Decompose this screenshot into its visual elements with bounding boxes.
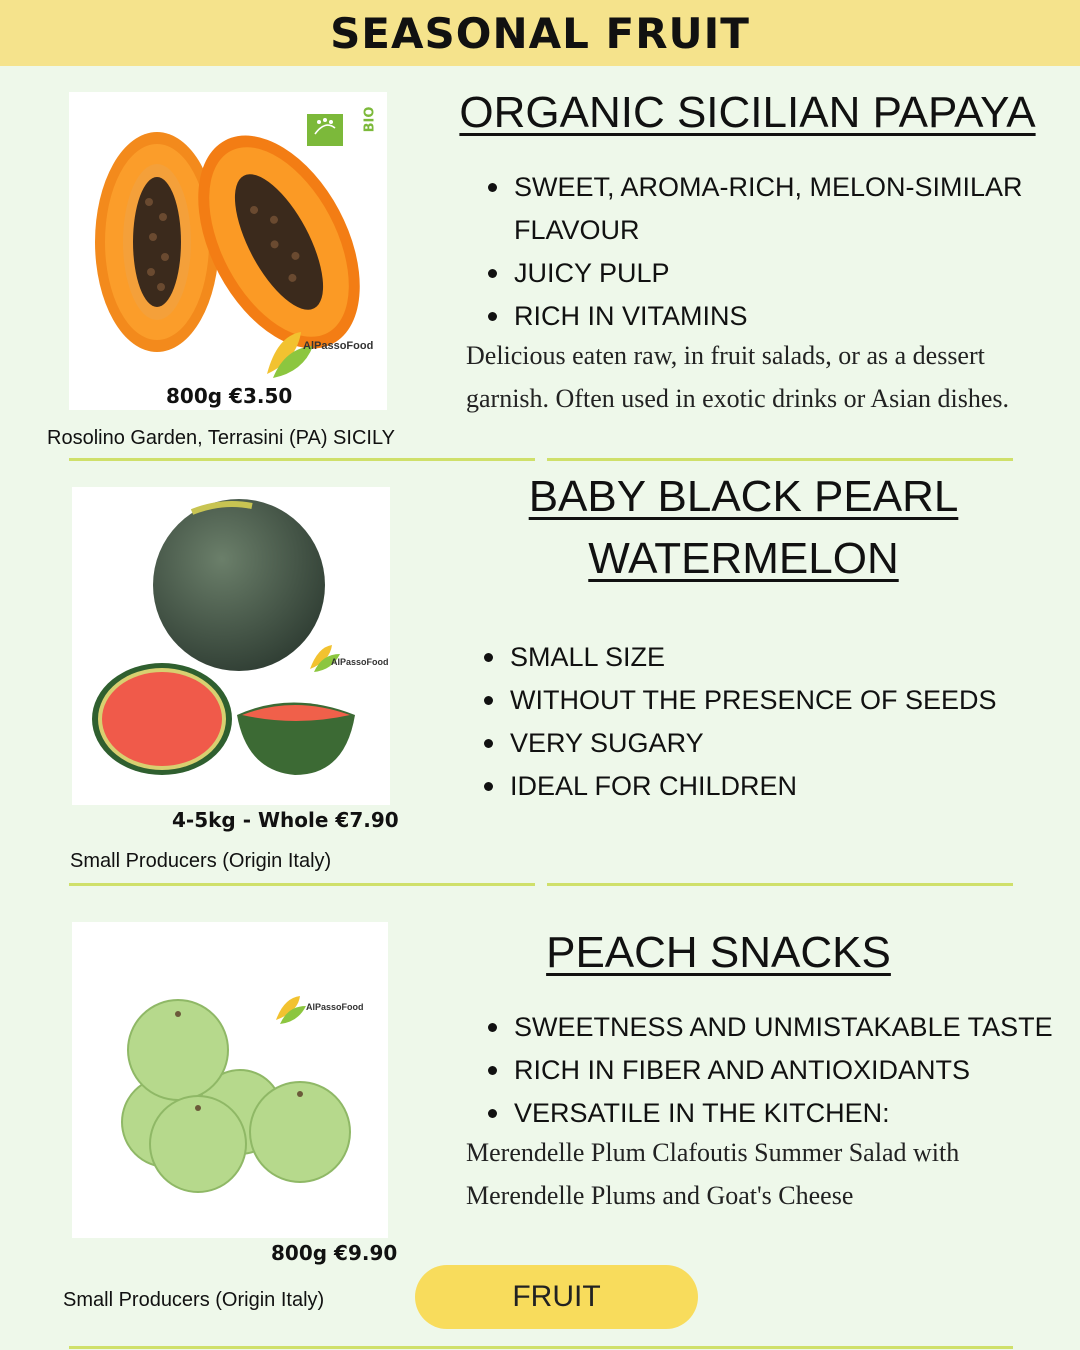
peach-description: Merendelle Plum Clafoutis Summer Salad with Merendelle Plums and Goat's Cheese (466, 1138, 960, 1210)
feature-item: SWEETNESS AND UNMISTAKABLE TASTE (514, 1006, 1080, 1049)
peach-title: PEACH SNACKS (546, 928, 891, 977)
papaya-price: 800g €3.50 (166, 384, 293, 408)
watermelon-image (72, 487, 390, 805)
brand-label: AlPassoFood (303, 340, 374, 352)
feature-item: RICH IN FIBER AND ANTIOXIDANTS (514, 1049, 1080, 1092)
watermelon-photo (72, 487, 390, 805)
papaya-title: ORGANIC SICILIAN PAPAYA (459, 88, 1036, 137)
peach-origin: Small Producers (Origin Italy) (63, 1289, 325, 1311)
page-header (0, 0, 1080, 66)
papaya-image (69, 92, 387, 410)
feature-item: WITHOUT THE PRESENCE OF SEEDS (510, 679, 1070, 722)
feature-item: IDEAL FOR CHILDREN (510, 765, 1070, 808)
watermelon-title: BABY BLACK PEARL WATERMELON (528, 472, 959, 583)
peach-features (466, 1006, 1080, 1135)
feature-item: VERY SUGARY (510, 722, 1070, 765)
page-title: SEASONAL FRUIT (330, 8, 750, 58)
peach-photo (72, 922, 388, 1238)
fruit-category-button[interactable]: FRUIT (415, 1265, 698, 1329)
divider (547, 883, 1013, 886)
divider (69, 1346, 1013, 1349)
feature-item: SMALL SIZE (510, 636, 1070, 679)
divider (69, 458, 535, 461)
divider (547, 458, 1013, 461)
feature-item: JUICY PULP (514, 252, 1074, 295)
feature-item: VERSATILE IN THE KITCHEN: (514, 1092, 1080, 1135)
papaya-description: Delicious eaten raw, in fruit salads, or as a dessert garnish. Often used in exotic drinks or Asian dishes. (466, 341, 1010, 413)
watermelon-features (462, 636, 1070, 808)
papaya-origin: Rosolino Garden, Terrasini (PA) SICILY (47, 427, 395, 449)
feature-item: SWEET, AROMA-RICH, MELON-SIMILAR FLAVOUR (514, 166, 1074, 252)
papaya-features (466, 166, 1074, 338)
brand-leaf-icon (276, 996, 306, 1024)
brand-label: AlPassoFood (306, 1002, 364, 1012)
feature-item: RICH IN VITAMINS (514, 295, 1074, 338)
bio-label: BIO (362, 106, 378, 133)
watermelon-price: 4-5kg - Whole €7.90 (172, 808, 399, 832)
divider (69, 883, 535, 886)
watermelon-origin: Small Producers (Origin Italy) (70, 850, 332, 872)
peach-image (72, 922, 388, 1238)
peach-price: 800g €9.90 (271, 1241, 398, 1265)
brand-label: AlPassoFood (331, 657, 389, 667)
papaya-photo (69, 92, 387, 410)
